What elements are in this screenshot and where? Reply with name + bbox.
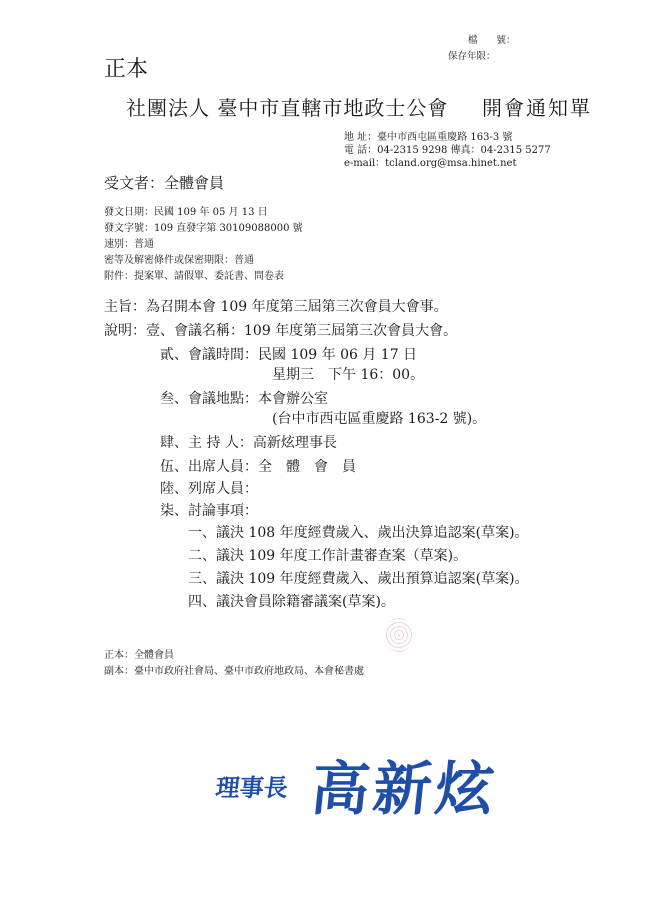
confidentiality: 密等及解密條件或保密期限：普通 (104, 255, 254, 266)
original-recipient: 正本：全體會員 (104, 650, 174, 661)
original-copy-mark: 正本 (104, 57, 149, 82)
explanation-item-3: 叁、會議地點：本會辦公室 (160, 391, 328, 407)
email-line: e-mail：tcland.org@msa.hinet.net (344, 158, 517, 169)
file-number-label: 檔 號： (468, 35, 516, 46)
recipient-line: 受文者：全體會員 (104, 174, 225, 192)
signature-name: 高新炫 (307, 755, 502, 823)
explanation-item-2-time: 星期三 下午 16：00。 (272, 367, 425, 383)
issue-date: 發文日期：民國 109 年 05 月 13 日 (104, 207, 268, 218)
discussion-item-3: 三、議決 109 年度經費歲入、歲出預算追認案(草案)。 (188, 571, 529, 587)
speed-class: 速別：普通 (104, 239, 154, 250)
attachments: 附件：提案單、請假單、委託書、問卷表 (104, 271, 284, 282)
explanation-item-2: 貳、會議時間：民國 109 年 06 月 17 日 (160, 347, 418, 363)
copy-recipients: 副本：臺中市政府社會局、臺中市政府地政局、本會秘書處 (104, 666, 364, 677)
document-title: 開會通知單 (482, 96, 592, 120)
discussion-item-4: 四、議決會員除籍審議案(草案)。 (188, 594, 395, 610)
explanation-item-1: 說明：壹、會議名稱：109 年度第三屆第三次會員大會。 (104, 323, 458, 339)
organization-name: 社團法人 臺中市直轄市地政士公會 (126, 96, 449, 120)
subject-line: 主旨：為召開本會 109 年度第三屆第三次會員大會事。 (104, 299, 448, 315)
phone-fax-line: 電 話：04-2315 9298 傳真：04-2315 5277 (344, 145, 551, 156)
discussion-item-2: 二、議決 109 年度工作計畫審查案（草案)。 (188, 548, 468, 564)
explanation-item-6: 陸、列席人員： (160, 481, 258, 497)
faint-seal-mark (384, 618, 414, 652)
explanation-item-4: 肆、主 持 人：高新炫理事長 (160, 435, 337, 451)
issue-number: 發文字號：109 直發字第 30109088000 號 (104, 223, 303, 234)
explanation-item-3-address: (台中市西屯區重慶路 163-2 號)。 (272, 411, 487, 427)
retention-label: 保存年限： (448, 51, 496, 62)
signature-title: 理事長 (214, 773, 290, 802)
explanation-item-7: 柒、討論事項： (160, 503, 258, 519)
explanation-item-5: 伍、出席人員：全 體 會 員 (160, 459, 356, 475)
discussion-item-1: 一、議決 108 年度經費歲入、歲出決算追認案(草案)。 (188, 525, 529, 541)
address-line: 地 址：臺中市西屯區重慶路 163-3 號 (344, 132, 513, 143)
